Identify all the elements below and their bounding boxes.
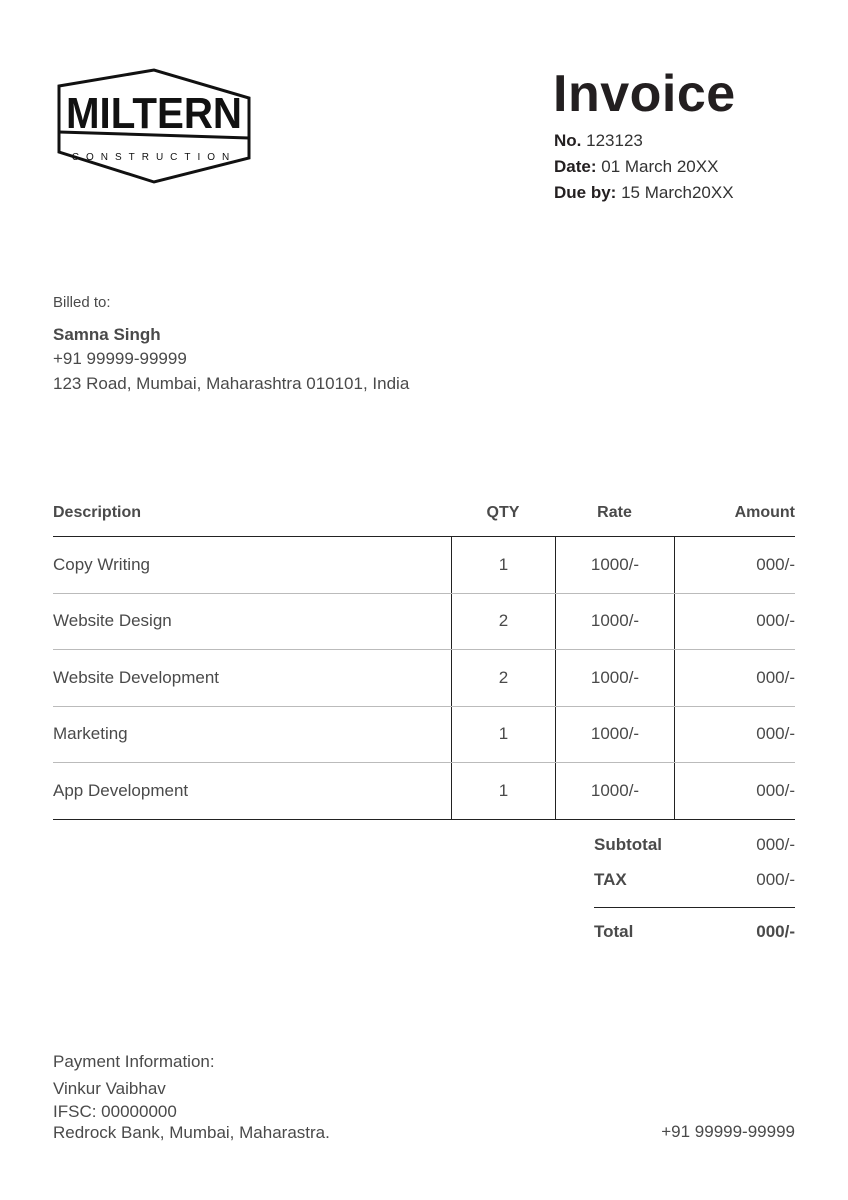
total-row: Total 000/- bbox=[594, 922, 795, 941]
subtotal-row: Subtotal 000/- bbox=[594, 835, 795, 854]
item-qty: 2 bbox=[451, 650, 555, 706]
item-description: Marketing bbox=[53, 724, 128, 744]
item-qty: 1 bbox=[451, 763, 555, 819]
payment-ifsc: IFSC: 00000000 bbox=[53, 1102, 177, 1121]
item-description: Website Development bbox=[53, 667, 219, 687]
item-amount: 000/- bbox=[674, 537, 795, 593]
invoice-due: Due by: 15 March20XX bbox=[554, 183, 734, 202]
item-amount: 000/- bbox=[674, 650, 795, 706]
item-amount: 000/- bbox=[674, 763, 795, 819]
item-rate: 1000/- bbox=[555, 650, 674, 706]
table-row bbox=[53, 763, 795, 820]
table-row bbox=[53, 537, 795, 594]
item-rate: 1000/- bbox=[555, 763, 674, 819]
svg-text:CONSTRUCTION: CONSTRUCTION bbox=[71, 152, 237, 163]
contact-phone: +91 99999-99999 bbox=[661, 1122, 795, 1141]
invoice-title: Invoice bbox=[553, 65, 736, 123]
item-amount: 000/- bbox=[674, 594, 795, 650]
tax-row: TAX 000/- bbox=[594, 870, 795, 889]
item-rate: 1000/- bbox=[555, 707, 674, 763]
item-rate: 1000/- bbox=[555, 594, 674, 650]
header-description: Description bbox=[53, 504, 142, 521]
billed-to-label: Billed to: bbox=[53, 294, 111, 311]
svg-text:MILTERN: MILTERN bbox=[66, 89, 242, 138]
line-items-table bbox=[53, 490, 795, 820]
client-phone: +91 99999-99999 bbox=[53, 349, 187, 368]
table-row bbox=[53, 594, 795, 651]
item-qty: 1 bbox=[451, 707, 555, 763]
item-description: App Development bbox=[53, 780, 189, 800]
item-description: Website Design bbox=[53, 611, 172, 631]
payment-label: Payment Information: bbox=[53, 1052, 215, 1071]
header-rate: Rate bbox=[597, 504, 632, 521]
client-name: Samna Singh bbox=[53, 325, 161, 344]
totals-divider bbox=[594, 907, 795, 908]
item-rate: 1000/- bbox=[555, 537, 674, 593]
item-qty: 2 bbox=[451, 594, 555, 650]
invoice-date: Date: 01 March 20XX bbox=[554, 157, 719, 176]
table-header bbox=[53, 490, 795, 537]
header-qty: QTY bbox=[486, 504, 520, 521]
company-logo bbox=[56, 68, 256, 186]
client-address: 123 Road, Mumbai, Maharashtra 010101, India bbox=[53, 374, 410, 393]
table-row bbox=[53, 707, 795, 764]
table-row bbox=[53, 650, 795, 707]
header-amount: Amount bbox=[734, 504, 795, 521]
item-description: Copy Writing bbox=[53, 554, 150, 574]
item-qty: 1 bbox=[451, 537, 555, 593]
item-amount: 000/- bbox=[674, 707, 795, 763]
invoice-number: No. 123123 bbox=[554, 131, 643, 150]
payment-bank: Redrock Bank, Mumbai, Maharastra. bbox=[53, 1123, 330, 1142]
payment-name: Vinkur Vaibhav bbox=[53, 1079, 166, 1098]
